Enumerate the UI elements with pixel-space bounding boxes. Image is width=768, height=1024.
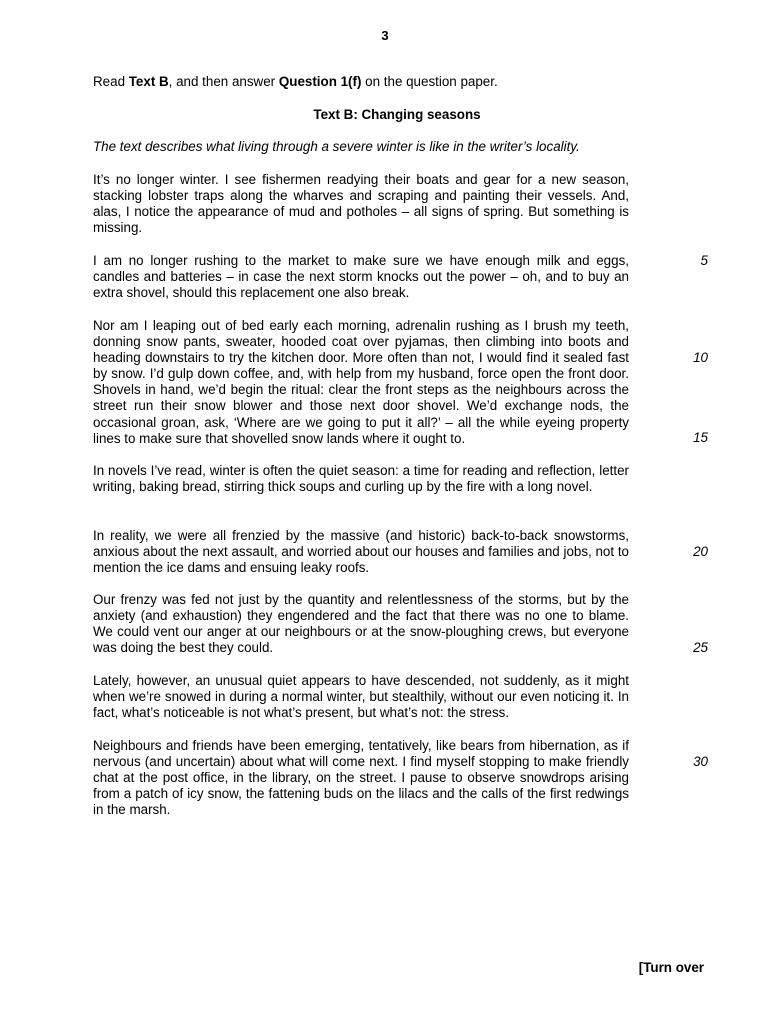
text-reference: Text B [128,74,169,89]
paragraph-1: It’s no longer winter. I see fishermen readying their boats and gear for a new season, stacking lobster traps along the wharves and scraping and painting their vessels. And, alas, I notice the appearance of mud and potholes – all signs of spring. But something is missing. [93,172,629,236]
text-title: Text B: Changing seasons [313,107,481,122]
line-number-30: 30 [693,754,708,769]
turn-over-label: [Turn over [638,960,704,975]
instruction-mid: , and then answer [168,74,279,89]
instruction [93,74,653,90]
line-number-5: 5 [700,253,708,268]
line-number-25: 25 [693,640,708,655]
line-number-10: 10 [693,350,708,365]
paragraph-3: Nor am I leaping out of bed early each morning, adrenalin rushing as I brush my teeth, donning snow pants, sweater, hooded coat over pyjamas, then climbing into boots and heading downstairs to try the kitchen door. More often than not, I would find it sealed fast by snow. I’d gulp down coffee, and, with help from my husband, force open the front door. Shovels in hand, we’d begin the ritual: clear the front steps as the neighbours across the street run their snow blower and those next door shovel. We’d exchange nods, the occasional groan, ask, ‘Where are we going to put it all?’ – all the while eyeing property lines to make sure that shovelled snow lands where it ought to. [93,318,629,446]
question-reference: Question 1(f) [278,74,362,89]
paragraph-5: In reality, we were all frenzied by the massive (and historic) back-to-back snowstorms, anxious about the next assault, and worried about our houses and families and jobs, not to mention the ice dams and ensuing leaky roofs. [93,528,629,576]
line-number-15: 15 [693,430,708,445]
line-number-20: 20 [693,544,708,559]
instruction-post: on the question paper. [361,74,498,89]
paragraph-8: Neighbours and friends have been emerging, tentatively, like bears from hibernation, as if nervous (and uncertain) about what will come next. I find myself stopping to make friendly chat at the post office, in the library, on the street. I pause to observe snowdrops arising from a patch of icy snow, the fattening buds on the lilacs and the calls of the first redwings in the marsh. [93,738,629,818]
text-intro: The text describes what living through a severe winter is like in the writer’s locality. [93,139,580,154]
paragraph-2: I am no longer rushing to the market to make sure we have enough milk and eggs, candles and batteries – in case the next storm knocks out the power – oh, and to buy an extra shovel, should this replacement one also break. [93,253,629,301]
paragraph-6: Our frenzy was fed not just by the quantity and relentlessness of the storms, but by the anxiety (and exhaustion) they engendered and the fact that there was no one to blame. We could vent our anger at our neighbours or at the snow-ploughing crews, but everyone was doing the best they could. [93,592,629,656]
page-number: 3 [381,28,389,43]
paragraph-7: Lately, however, an unusual quiet appears to have descended, not suddenly, as it might when we’re snowed in during a normal winter, but stealthily, without our even noticing it. In fact, what’s noticeable is not what’s present, but what’s not: the stress. [93,673,629,721]
paragraph-4: In novels I’ve read, winter is often the quiet season: a time for reading and reflection, letter writing, baking bread, stirring thick soups and curling up by the fire with a long novel. [93,463,629,495]
instruction-pre: Read [93,74,129,89]
